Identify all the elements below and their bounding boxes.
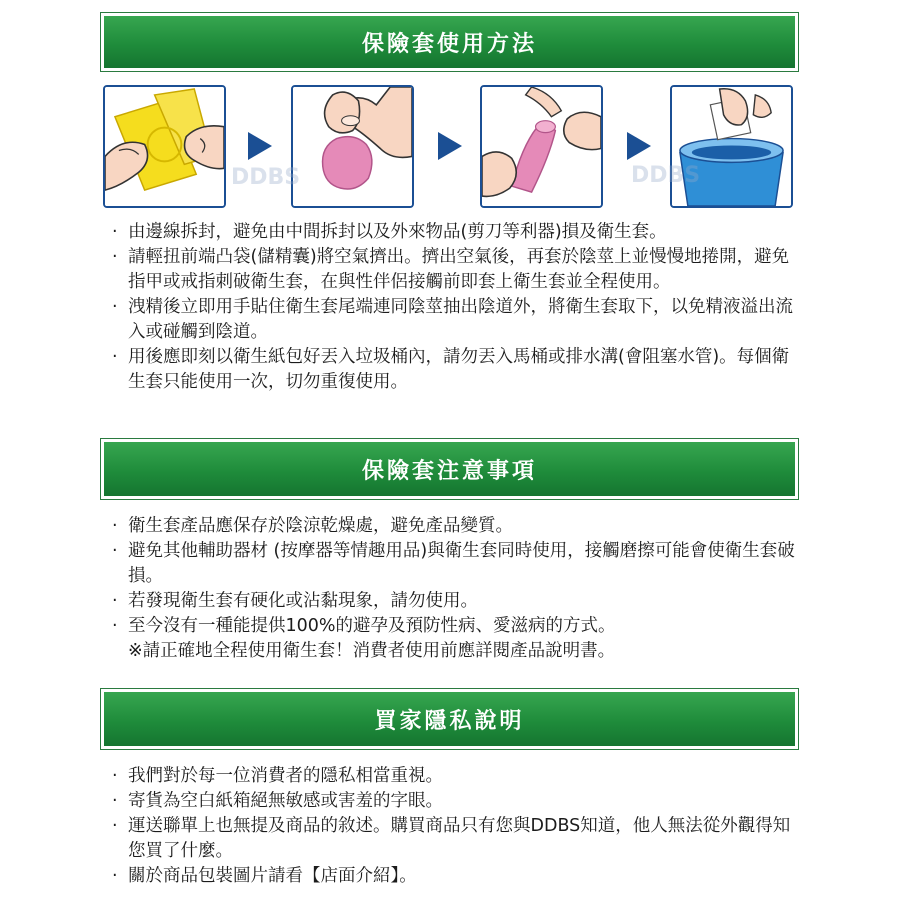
privacy-section-banner: [100, 688, 799, 750]
list-item: · 關於商品包裝圖片請看【店面介紹】。: [112, 866, 417, 886]
list-item: · 洩精後立即用手貼住衛生套尾端連同陰莖抽出陰道外，將衛生套取下，以免精液溢出流入或碰觸到陰道。: [112, 297, 793, 342]
step-2-pinch-tip-image: [291, 85, 414, 208]
usage-list: [112, 220, 802, 395]
list-item: · 用後應即刻以衛生紙包好丟入垃圾桶內，請勿丟入馬桶或排水溝(會阻塞水管)。每個衛生套只能使用一次，切勿重復使用。: [112, 347, 790, 392]
caution-list: [112, 514, 802, 664]
list-item: · 寄貨為空白紙箱絕無敏感或害羞的字眼。: [112, 791, 443, 811]
watermark: DDBS: [231, 165, 301, 190]
step-3-roll-on-image: [480, 85, 603, 208]
step-1-tear-wrapper-image: [103, 85, 226, 208]
list-item: · 我們對於每一位消費者的隱私相當重視。: [112, 766, 443, 786]
list-item: · 衛生套產品應保存於陰涼乾燥處，避免產品變質。: [112, 516, 513, 536]
caution-section-title: 保險套注意事項: [361, 458, 537, 484]
usage-section-banner: [100, 12, 799, 72]
privacy-section-title: 買家隱私說明: [374, 708, 525, 734]
list-item: · 若發現衛生套有硬化或沾黏現象，請勿使用。: [112, 591, 478, 611]
usage-section-title: 保險套使用方法: [361, 31, 537, 57]
list-item: · 運送聯單上也無提及商品的敘述。購買商品只有您與DDBS知道，他人無法從外觀得知您買了什麼。: [112, 816, 791, 861]
usage-steps-illustration: [103, 85, 803, 211]
caution-section-banner: [100, 438, 799, 500]
privacy-list: [112, 764, 802, 889]
step-arrow-icon: [248, 132, 272, 160]
list-item: · 避免其他輔助器材 (按摩器等情趣用品)與衛生套同時使用，接觸磨擦可能會使衛生套破損。: [112, 541, 795, 586]
list-item: · 由邊線拆封，避免由中間拆封以及外來物品(剪刀等利器)損及衛生套。: [112, 222, 667, 242]
list-item: · 至今沒有一種能提供100%的避孕及預防性病、愛滋病的方式。 ※請正確地全程使用衛生套！消費者使用前應詳閱產品說明書。: [112, 616, 616, 661]
step-arrow-icon: [438, 132, 462, 160]
step-4-dispose-image: [670, 85, 793, 208]
watermark: DDBS: [631, 163, 701, 188]
step-arrow-icon: [627, 132, 651, 160]
list-item: · 請輕扭前端凸袋(儲精囊)將空氣擠出。擠出空氣後，再套於陰莖上並慢慢地捲開，避免指甲或戒指刺破衛生套，在與性伴侶接觸前即套上衛生套並全程使用。: [112, 247, 790, 292]
